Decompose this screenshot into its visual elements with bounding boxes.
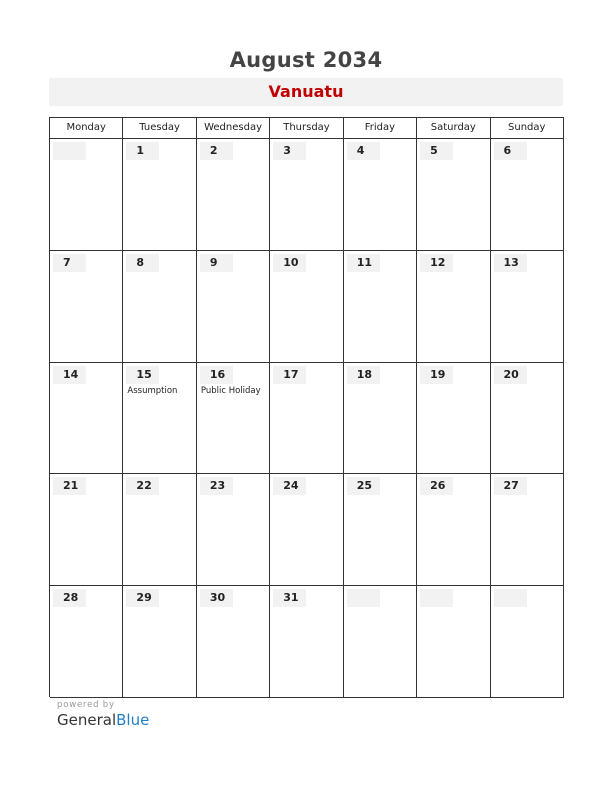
day-number: 19 (420, 366, 453, 384)
weekday-saturday: Saturday (417, 118, 490, 139)
holiday-label: Assumption (127, 385, 178, 396)
day-number: 11 (347, 254, 380, 272)
day-number: 31 (273, 589, 306, 607)
day-cell[interactable] (491, 474, 564, 586)
day-number: 3 (273, 142, 306, 160)
day-number (420, 589, 453, 607)
day-cell[interactable] (417, 474, 490, 586)
day-number: 12 (420, 254, 453, 272)
day-cell[interactable] (50, 251, 123, 363)
weekday-monday: Monday (50, 118, 123, 139)
day-number: 2 (200, 142, 233, 160)
day-cell[interactable] (197, 586, 270, 698)
day-cell[interactable] (123, 139, 196, 251)
day-cell[interactable] (123, 251, 196, 363)
day-cell[interactable] (50, 363, 123, 475)
day-cell[interactable] (417, 139, 490, 251)
day-cell[interactable] (270, 251, 343, 363)
weekday-thursday: Thursday (270, 118, 343, 139)
day-cell[interactable] (197, 139, 270, 251)
day-cell[interactable] (417, 586, 490, 698)
calendar-weeks (50, 139, 564, 698)
day-number: 27 (494, 477, 527, 495)
logo-text-blue: Blue (116, 711, 150, 729)
country-name: Vanuatu (268, 82, 344, 101)
day-number: 30 (200, 589, 233, 607)
day-number: 7 (53, 254, 86, 272)
day-cell[interactable] (50, 586, 123, 698)
weekday-wednesday: Wednesday (197, 118, 270, 139)
logo-text-general: General (57, 711, 117, 729)
day-number: 23 (200, 477, 233, 495)
day-cell[interactable] (270, 586, 343, 698)
weekday-friday: Friday (344, 118, 417, 139)
day-number: 9 (200, 254, 233, 272)
page-title: August 2034 (229, 48, 383, 72)
day-cell[interactable] (344, 251, 417, 363)
day-number: 28 (53, 589, 86, 607)
weekday-tuesday: Tuesday (123, 118, 196, 139)
day-number: 22 (126, 477, 159, 495)
day-number (53, 142, 86, 160)
day-cell[interactable] (123, 474, 196, 586)
day-number: 14 (53, 366, 86, 384)
day-number: 6 (494, 142, 527, 160)
day-cell[interactable] (197, 363, 270, 475)
day-cell[interactable] (344, 363, 417, 475)
day-number: 17 (273, 366, 306, 384)
weekday-header-row (50, 118, 564, 139)
day-number: 25 (347, 477, 380, 495)
day-number: 24 (273, 477, 306, 495)
week-row (50, 139, 564, 251)
week-row (50, 586, 564, 698)
day-number: 18 (347, 366, 380, 384)
day-number: 1 (126, 142, 159, 160)
day-number: 13 (494, 254, 527, 272)
day-number: 16 (200, 366, 233, 384)
day-number: 15 (126, 366, 159, 384)
day-cell[interactable] (344, 586, 417, 698)
day-number: 26 (420, 477, 453, 495)
day-cell[interactable] (123, 363, 196, 475)
day-cell[interactable] (270, 363, 343, 475)
day-cell[interactable] (50, 474, 123, 586)
day-number: 8 (126, 254, 159, 272)
day-number: 29 (126, 589, 159, 607)
day-cell[interactable] (491, 363, 564, 475)
day-number: 10 (273, 254, 306, 272)
day-cell[interactable] (417, 363, 490, 475)
day-cell[interactable] (50, 139, 123, 251)
day-number: 21 (53, 477, 86, 495)
day-cell[interactable] (491, 139, 564, 251)
powered-by-text: powered by (57, 700, 115, 710)
day-number: 4 (347, 142, 380, 160)
calendar-grid (49, 117, 564, 697)
day-number (494, 589, 527, 607)
day-cell[interactable] (344, 139, 417, 251)
week-row (50, 363, 564, 475)
day-number: 5 (420, 142, 453, 160)
generalblue-logo[interactable] (57, 711, 149, 729)
day-cell[interactable] (270, 139, 343, 251)
country-banner (49, 78, 563, 106)
week-row (50, 251, 564, 363)
day-cell[interactable] (197, 251, 270, 363)
footer (57, 700, 149, 729)
day-cell[interactable] (417, 251, 490, 363)
day-number (347, 589, 380, 607)
day-cell[interactable] (270, 474, 343, 586)
day-cell[interactable] (491, 251, 564, 363)
holiday-label: Public Holiday (200, 385, 261, 396)
day-cell[interactable] (197, 474, 270, 586)
day-cell[interactable] (344, 474, 417, 586)
day-number: 20 (494, 366, 527, 384)
day-cell[interactable] (123, 586, 196, 698)
weekday-sunday: Sunday (491, 118, 564, 139)
week-row (50, 474, 564, 586)
day-cell[interactable] (491, 586, 564, 698)
